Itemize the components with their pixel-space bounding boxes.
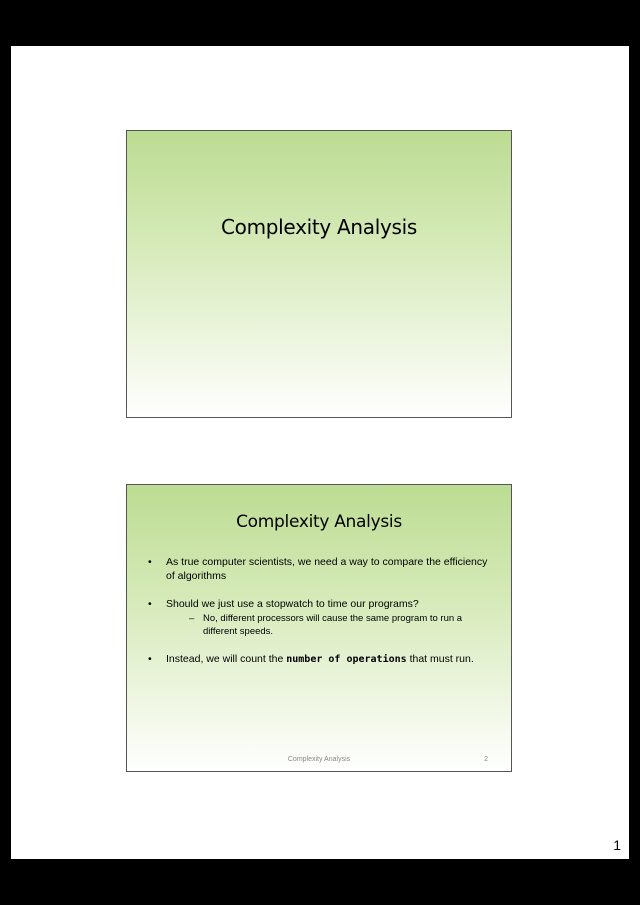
slide-number: 2: [484, 756, 488, 763]
slide-2-title: Complexity Analysis: [236, 512, 402, 532]
sub-bullet-item: [166, 612, 497, 638]
bullet-text: Should we just use a stopwatch to time our programs?: [166, 598, 419, 610]
bullet-icon: •: [148, 556, 152, 568]
slide-2: [126, 484, 512, 772]
dash-icon: –: [189, 613, 195, 624]
bullet-list: [145, 555, 497, 681]
bullet-item: [145, 652, 497, 667]
handout-page: [11, 46, 629, 859]
bullet-icon: •: [148, 653, 152, 665]
sub-bullet-text: No, different processors will cause the same program to run a different speeds.: [203, 613, 463, 637]
slide-1: [126, 130, 512, 418]
bullet-item: [145, 597, 497, 638]
bullet-icon: •: [148, 598, 152, 610]
slide-footer: Complexity Analysis: [287, 756, 351, 763]
slide-1-title: Complexity Analysis: [220, 215, 418, 239]
page-number: 1: [613, 837, 621, 853]
bullet-text: As true computer scientists, we need a way to compare the efficiency of algorithms: [166, 556, 488, 582]
bullet-item: [145, 555, 497, 583]
bullet-text-end: that must run.: [406, 653, 474, 665]
bullet-text-start: Instead, we will count the: [166, 653, 287, 665]
bullet-emphasis: number of operations: [286, 654, 407, 665]
